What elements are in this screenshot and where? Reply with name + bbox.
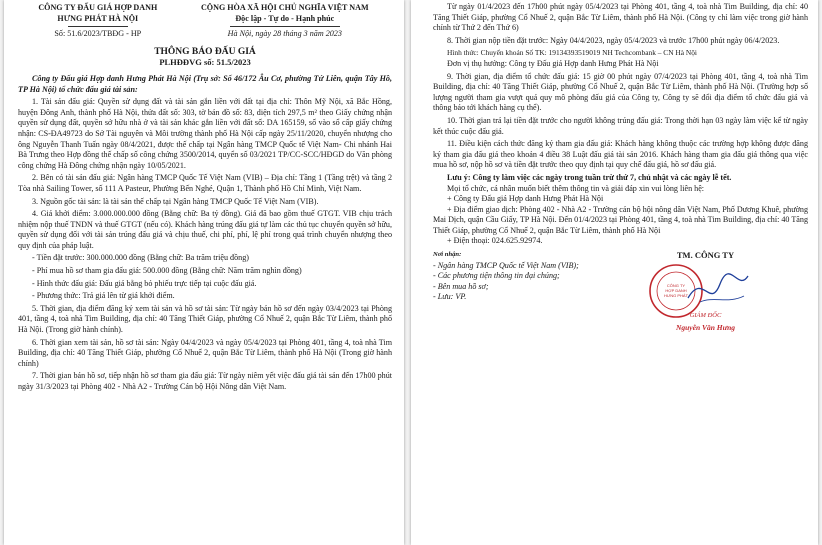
company-line: + Công ty Đấu giá Hợp danh Hưng Phát Hà Nội — [447, 194, 604, 204]
org-name-line1: CÔNG TY ĐẤU GIÁ HỢP DANH — [38, 3, 158, 12]
section-11-conditions: 11. Điều kiện cách thức đăng ký tham gia đấu giá: Khách hàng không thuộc các trường hợp không được đăng ký tham gia đấu giá theo khoản 4 điều 38 Luật đấu giá tài sản 2016. Khách hàng tham gia đấu giá thông qua việc mua hồ sơ, nộp hồ sơ và tiền đặt trước theo quy định tại quy chế đấu giá, hồ sơ đấu giá. — [433, 139, 808, 170]
contact-intro: Mọi tổ chức, cá nhân muốn biết thêm thông tin và giải đáp xin vui lòng liên hệ: — [447, 183, 705, 193]
auction-method-line: - Phương thức: Trả giá lên từ giá khởi điểm. — [32, 291, 175, 301]
national-motto: Độc lập - Tự do - Hạnh phúc — [235, 13, 335, 23]
section-10-refund: 10. Thời gian trả lại tiền đặt trước cho người không trúng đấu giá: Trong thời hạn 03 ngày làm việc kể từ ngày kết thúc cuộc đấu giá. — [433, 115, 808, 136]
recipient-item: - Lưu: VP. — [433, 292, 467, 302]
contract-code: PLHĐĐVG số: 51.5/2023 — [159, 57, 251, 68]
company-stamp — [648, 262, 758, 320]
section-5-registration: 5. Thời gian, địa điểm đăng ký xem tài sản và hồ sơ tài sản: Từ ngày bán hồ sơ đến ngày 03/4/2023 tại Phòng 401, tầng 4, toà nhà Tim Building, địa chỉ: 40 Tăng Thiết Giáp, phường Cổ Nhuế 2, quận Bắc Từ Liêm, thành phố Hà Nội. (Trong giờ hành chính). — [18, 303, 392, 335]
signatory-role: GIÁM ĐỐC — [689, 311, 722, 319]
recipients-heading: Nơi nhận: — [433, 251, 462, 259]
section-3-origin: 3. Nguồn gốc tài sản: là tài sản thế chấp tại Ngân hàng TMCP Quốc Tế Việt Nam (VIB). — [32, 196, 319, 206]
fee-line: - Phí mua hồ sơ tham gia đấu giá: 500.000 đồng (Bằng chữ: Năm trăm nghìn đồng) — [32, 266, 302, 276]
svg-text:CÔNG TY: CÔNG TY — [666, 283, 686, 289]
section-1-asset: 1. Tài sản đấu giá: Quyền sử dụng đất và tài sản gắn liền với đất tại địa chỉ: Thôn Mỹ Nội, xã Bắc Hồng, huyện Đông Anh, thành phố Hà Nội, thửa đất số: 303, tờ bản đồ số: 83, diện tích 297,5 m² theo Giấy chứng nhận quyền sử dụng đất, quyền sở hữu nhà ở và tài sản khác gắn liền với đất số: DA 165159, số vào sổ cấp giấy chứng nhận: CS-ĐA49723 do Sở Tài nguyên và Môi trường thành phố Hà Nội cấp ngày 25/11/2020, chuyển nhượng cho ông Nguyễn Thanh Tuấn ngày 08/4/2021, được thế chấp tại Ngân hàng TMCP Quốc tế Việt Nam- Chi nhánh Hai Bà Trưng theo Hợp đồng thế chấp số công chứng 3500/2014, quyển số 03/2021 TP/CC-SCC/HĐGD do Văn phòng công chứng Hà Đông chứng nhận ngày 10/05/2021. — [18, 97, 392, 170]
recipient-item: - Các phương tiện thông tin đại chúng; — [433, 271, 560, 281]
svg-text:HỢP DANH: HỢP DANH — [665, 288, 687, 294]
section-4-starting-price: 4. Giá khởi điểm: 3.000.000.000 đồng (Bằng chữ: Ba tỷ đồng). Giá đã bao gồm thuế GTGT. VIB chịu trách nhiệm nộp thuế TNDN và thuế GTGT (nếu có). Khách hàng trúng đấu giá tự làm các thủ tục chuyển quyền sở hữu, quyền sử dụng đối với tài sản trúng đấu giá và chịu thuế, chi phí, phí, lệ phí trong quá trình chuyển nhượng theo quy định của pháp luật. — [18, 209, 392, 250]
phone-line: + Điện thoại: 024.625.92974. — [447, 236, 543, 246]
recipients-list — [433, 250, 603, 334]
signatory-name: Nguyễn Văn Hưng — [675, 323, 736, 333]
deposit-line: - Tiền đặt trước: 300.000.000 đồng (Bằng chữ: Ba trăm triệu đồng) — [32, 253, 249, 263]
section-2-owner: 2. Bên có tài sản đấu giá: Ngân hàng TMCP Quốc Tế Việt Nam (VIB) – Địa chỉ: Tầng 1 (Tầng trệt) và tầng 2 Tòa nhà Sailing Tower, số 111 A Pasteur, Phường Bến Nghé, Quận 1, Thành phố Hồ Chí Minh, Việt Nam. — [18, 173, 392, 193]
signature-block — [433, 250, 808, 334]
document-page-2 — [411, 0, 818, 545]
divider — [230, 26, 340, 27]
section-8-deposit-time: 8. Thời gian nộp tiền đặt trước: Ngày 04/4/2023, ngày 05/4/2023 và trước 17h00 phút ngày 06/4/2023. — [447, 35, 780, 45]
section-7-continued: Từ ngày 01/4/2023 đến 17h00 phút ngày 05/4/2023 tại Phòng 401, tầng 4, toà nhà Tim Building, địa chỉ: 40 Tăng Thiết Giáp, phường Cổ Nhuế 2, quận Bắc Từ Liêm, thành phố Hà Nội. (Công ty chỉ làm việc trong giờ hành chính từ Thứ 2 đến Thứ 6) — [433, 2, 808, 33]
section-7-dossier-sale: 7. Thời gian bán hồ sơ, tiếp nhận hồ sơ tham gia đấu giá: Từ ngày niêm yết việc đấu giá tài sản đến 17h00 phút ngày 31/3/2023 tại Phòng 402 - Nhà A2 - Trường Cán bộ Hội Nông dân Việt Nam. — [18, 371, 392, 391]
transaction-address: + Địa điểm giao dịch: Phòng 402 - Nhà A2 - Trường cán bộ hội nông dân Việt Nam, Phố Dương Khuê, phường Mai Dịch, quận Cầu Giấy, TP Hà Nội. Đến 01/4/2023 tại Phòng 401, tầng 4, toà nhà Tim Building, địa chỉ: 40 Tăng Thiết Giáp, phường Cổ Nhuế 2, quận Bắc Từ Liêm, thành phố Hà Nội — [433, 204, 808, 235]
letterhead — [18, 3, 392, 40]
divider — [68, 26, 128, 27]
svg-text:HƯNG PHÁT: HƯNG PHÁT — [663, 293, 689, 299]
national-title: CỘNG HÒA XÃ HỘI CHỦ NGHĨA VIỆT NAM — [200, 3, 369, 12]
note-line: Lưu ý: Công ty làm việc các ngày trong tuần trừ thứ 7, chủ nhật và các ngày lễ tết. — [447, 172, 732, 182]
document-page-1 — [4, 0, 404, 545]
beneficiary-line: Đơn vị thụ hưởng: Công ty Đấu giá Hợp danh Hưng Phát Hà Nội — [447, 58, 659, 68]
intro-paragraph: Công ty Đấu giá Hợp danh Hưng Phát Hà Nội (Trụ sở: Số 46/172 Âu Cơ, phường Tứ Liên, quận Tây Hồ, TP Hà Nội) tổ chức đấu giá tài sản: — [18, 73, 392, 94]
document-number: Số: 51.6/2023/TBĐG - HP — [54, 29, 142, 39]
recipient-item: - Bên mua hồ sơ; — [433, 281, 489, 291]
bank-account-line: Hình thức: Chuyển khoản Số TK: 19134393519019 NH Techcombank – CN Hà Nội — [447, 48, 697, 58]
signatory-title: TM. CÔNG TY — [676, 250, 735, 261]
org-name-line2: HƯNG PHÁT HÀ NỘI — [57, 13, 139, 23]
auction-form-line: - Hình thức đấu giá: Đấu giá bằng bỏ phiếu trực tiếp tại cuộc đấu giá. — [32, 278, 257, 288]
recipient-item: - Ngân hàng TMCP Quốc tế Việt Nam (VIB); — [433, 260, 579, 270]
document-date: Hà Nội, ngày 28 tháng 3 năm 2023 — [227, 29, 342, 39]
signatory — [603, 250, 808, 334]
document-title: THÔNG BÁO ĐẤU GIÁ — [154, 46, 256, 57]
section-9-auction-time: 9. Thời gian, địa điểm tổ chức đấu giá: 15 giờ 00 phút ngày 07/4/2023 tại Phòng 401, tầng 4, toà nhà Tim Building, địa chỉ: 40 Tăng Thiết Giáp, phường Cổ Nhuế 2, quận Bắc Từ Liêm, thành phố Hà Nội. (Trường hợp số lượng người tham gia vượt quá quy mô phòng đấu giá của Công ty, Công ty sẽ đổi địa điểm tổ chức đấu giá và thông báo tới khách hàng cụ thể). — [433, 71, 808, 113]
section-6-viewing: 6. Thời gian xem tài sản, hồ sơ tài sản: Ngày 04/4/2023 và ngày 05/4/2023 tại Phòng 401, tầng 4, toà nhà Tim Building, địa chỉ: 40 Tăng Thiết Giáp, phường Cổ Nhuế 2, quận Bắc Từ Liêm, thành phố Hà Nội (Trong giờ hành chính) — [18, 337, 392, 368]
